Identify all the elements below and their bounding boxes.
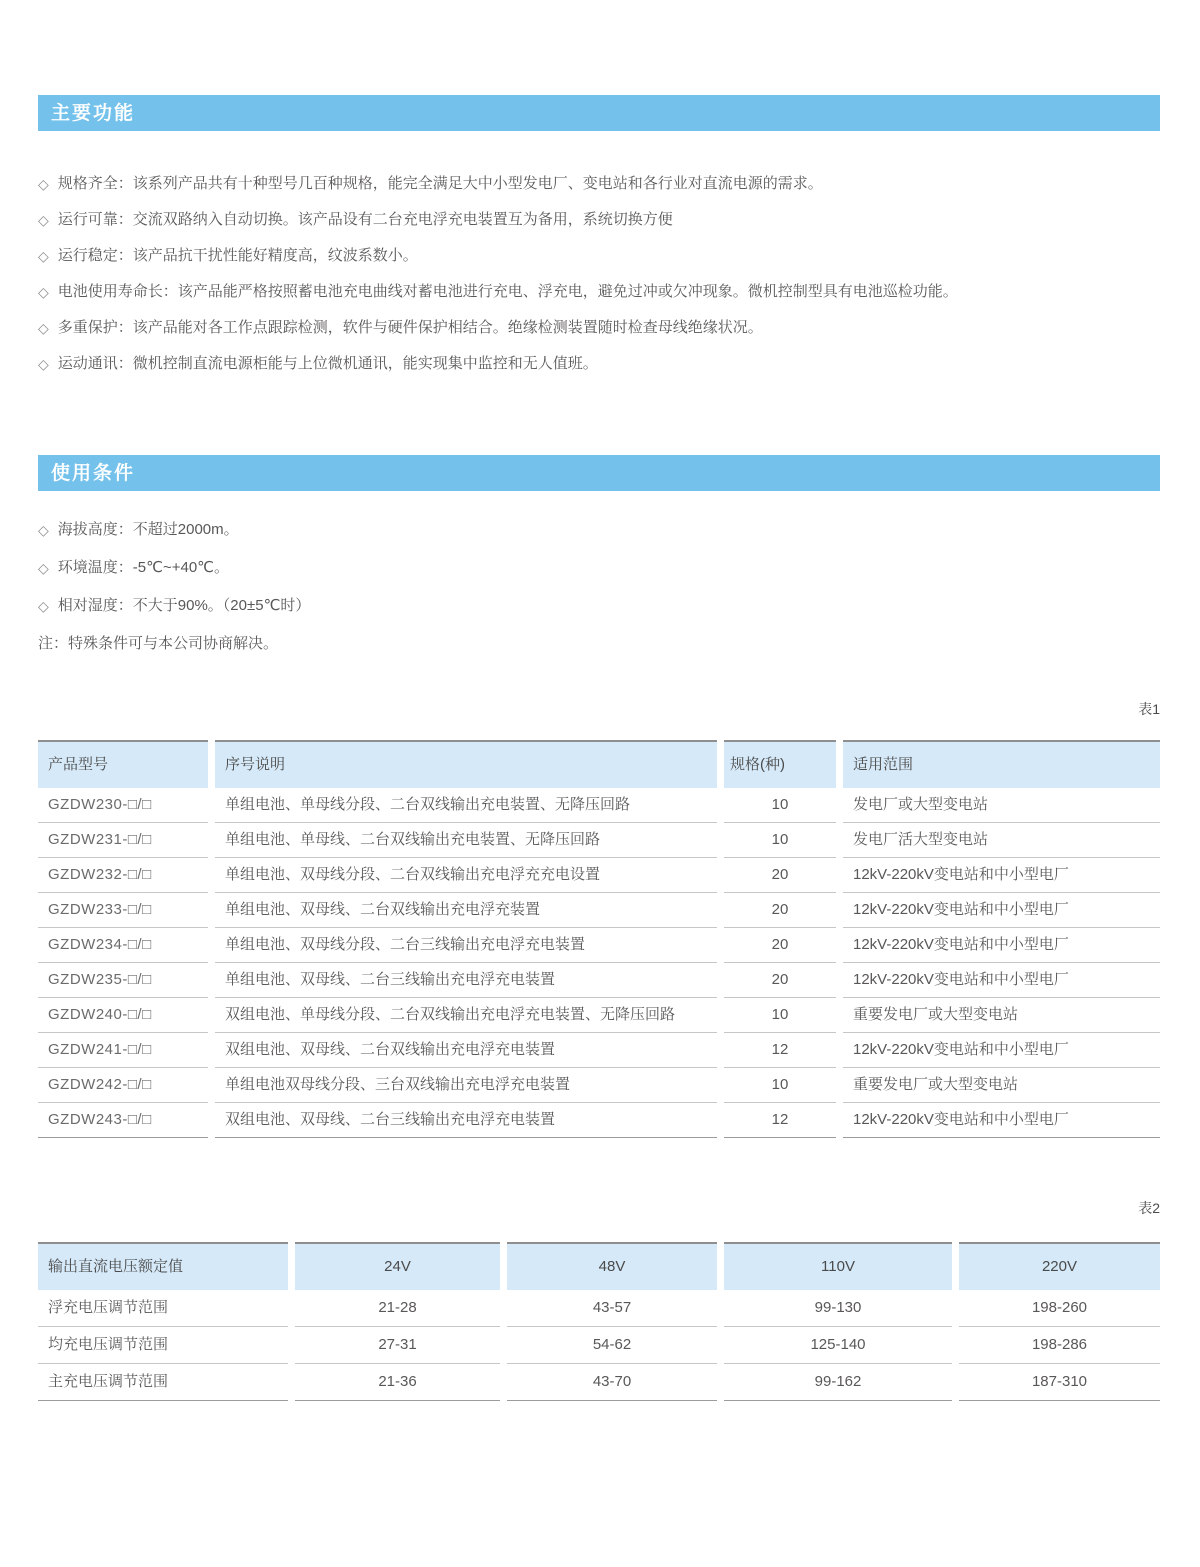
model-cell: GZDW235-□/□ xyxy=(38,963,208,998)
spec-cell: 10 xyxy=(724,998,836,1033)
range-value-cell: 99-130 xyxy=(724,1290,952,1327)
model-cell: GZDW240-□/□ xyxy=(38,998,208,1033)
table-row xyxy=(38,1364,1160,1401)
model-cell: GZDW243-□/□ xyxy=(38,1103,208,1138)
feature-item xyxy=(38,353,1162,375)
section-title: 主要功能 xyxy=(51,103,136,124)
range-value-cell: 21-36 xyxy=(295,1364,500,1401)
feature-text: 多重保护：该产品能对各工作点跟踪检测，软件与硬件保护相结合。绝缘检测装置随时检查母线绝缘状况。 xyxy=(57,319,763,336)
diamond-bullet-icon: ◇ xyxy=(38,320,49,336)
table-row xyxy=(38,1327,1160,1364)
condition-item xyxy=(38,595,1162,617)
table-row xyxy=(38,788,1160,823)
usage-conditions-list xyxy=(38,519,1162,655)
range-label-cell: 浮充电压调节范围 xyxy=(38,1290,288,1327)
table-row xyxy=(38,893,1160,928)
range-label-cell: 主充电压调节范围 xyxy=(38,1364,288,1401)
spec-cell: 12 xyxy=(724,1103,836,1138)
condition-item xyxy=(38,519,1162,541)
description-cell: 单组电池、单母线分段、二台双线输出充电装置、无降压回路 xyxy=(215,788,717,823)
table-row xyxy=(38,1103,1160,1138)
feature-item xyxy=(38,209,1162,231)
feature-item xyxy=(38,245,1162,267)
range-value-cell: 125-140 xyxy=(724,1327,952,1364)
table-row xyxy=(38,1068,1160,1103)
diamond-bullet-icon: ◇ xyxy=(38,248,49,264)
table-row xyxy=(38,963,1160,998)
model-cell: GZDW233-□/□ xyxy=(38,893,208,928)
model-cell: GZDW232-□/□ xyxy=(38,858,208,893)
application-cell: 重要发电厂或大型变电站 xyxy=(843,998,1160,1033)
table2-tag: 表2 xyxy=(1138,1200,1160,1216)
column-header-220v: 220V xyxy=(959,1242,1160,1290)
conditions-note: 注：特殊条件可与本公司协商解决。 xyxy=(38,635,279,652)
section-header-main-functions xyxy=(38,95,1160,131)
column-header-description: 序号说明 xyxy=(215,740,717,788)
application-cell: 发电厂或大型变电站 xyxy=(843,788,1160,823)
condition-text: 海拔高度：不超过2000m。 xyxy=(57,521,239,538)
condition-text: 环境温度：-5℃~+40℃。 xyxy=(57,559,230,576)
table-row xyxy=(38,998,1160,1033)
feature-text: 运行可靠：交流双路纳入自动切换。该产品设有二台充电浮充电装置互为备用，系统切换方便 xyxy=(57,211,673,228)
application-cell: 12kV-220kV变电站和中小型电厂 xyxy=(843,928,1160,963)
main-functions-list xyxy=(38,173,1162,375)
feature-item xyxy=(38,281,1162,303)
feature-item xyxy=(38,173,1162,195)
column-header-application: 适用范围 xyxy=(843,740,1160,788)
diamond-bullet-icon: ◇ xyxy=(38,560,49,576)
range-value-cell: 21-28 xyxy=(295,1290,500,1327)
spec-cell: 20 xyxy=(724,893,836,928)
application-cell: 12kV-220kV变电站和中小型电厂 xyxy=(843,893,1160,928)
voltage-ranges-table xyxy=(31,1242,1167,1401)
range-value-cell: 54-62 xyxy=(507,1327,717,1364)
diamond-bullet-icon: ◇ xyxy=(38,212,49,228)
range-value-cell: 99-162 xyxy=(724,1364,952,1401)
description-cell: 单组电池双母线分段、三台双线输出充电浮充电装置 xyxy=(215,1068,717,1103)
model-cell: GZDW234-□/□ xyxy=(38,928,208,963)
range-value-cell: 43-70 xyxy=(507,1364,717,1401)
model-cell: GZDW241-□/□ xyxy=(38,1033,208,1068)
feature-text: 规格齐全：该系列产品共有十种型号几百种规格，能完全满足大中小型发电厂、变电站和各行业对直流电源的需求。 xyxy=(57,175,823,192)
spec-cell: 20 xyxy=(724,928,836,963)
description-cell: 双组电池、双母线、二台三线输出充电浮充电装置 xyxy=(215,1103,717,1138)
spec-cell: 10 xyxy=(724,1068,836,1103)
column-header-48v: 48V xyxy=(507,1242,717,1290)
range-label-cell: 均充电压调节范围 xyxy=(38,1327,288,1364)
condition-text: 相对湿度：不大于90%。（20±5℃时） xyxy=(57,597,311,614)
column-header-spec-count: 规格(种) xyxy=(724,740,836,788)
spec-cell: 10 xyxy=(724,823,836,858)
column-header-product-model: 产品型号 xyxy=(38,740,208,788)
feature-text: 运行稳定：该产品抗干扰性能好精度高，纹波系数小。 xyxy=(57,247,418,264)
column-header-rated-voltage: 输出直流电压额定值 xyxy=(38,1242,288,1290)
model-cell: GZDW230-□/□ xyxy=(38,788,208,823)
diamond-bullet-icon: ◇ xyxy=(38,284,49,300)
product-models-table xyxy=(31,740,1167,1138)
feature-item xyxy=(38,317,1162,339)
model-cell: GZDW231-□/□ xyxy=(38,823,208,858)
application-cell: 12kV-220kV变电站和中小型电厂 xyxy=(843,1103,1160,1138)
model-cell: GZDW242-□/□ xyxy=(38,1068,208,1103)
spec-cell: 20 xyxy=(724,858,836,893)
table-header-row xyxy=(38,1242,1160,1290)
description-cell: 单组电池、单母线、二台双线输出充电装置、无降压回路 xyxy=(215,823,717,858)
column-header-24v: 24V xyxy=(295,1242,500,1290)
diamond-bullet-icon: ◇ xyxy=(38,522,49,538)
table-row xyxy=(38,1033,1160,1068)
application-cell: 重要发电厂或大型变电站 xyxy=(843,1068,1160,1103)
table-row xyxy=(38,928,1160,963)
table-row xyxy=(38,858,1160,893)
section-header-usage-conditions xyxy=(38,455,1160,491)
column-header-110v: 110V xyxy=(724,1242,952,1290)
table1-tag: 表1 xyxy=(1138,701,1160,717)
table-row xyxy=(38,823,1160,858)
spec-cell: 20 xyxy=(724,963,836,998)
application-cell: 12kV-220kV变电站和中小型电厂 xyxy=(843,1033,1160,1068)
range-value-cell: 198-260 xyxy=(959,1290,1160,1327)
spec-cell: 12 xyxy=(724,1033,836,1068)
description-cell: 单组电池、双母线分段、二台双线输出充电浮充充电设置 xyxy=(215,858,717,893)
application-cell: 12kV-220kV变电站和中小型电厂 xyxy=(843,858,1160,893)
spec-cell: 10 xyxy=(724,788,836,823)
diamond-bullet-icon: ◇ xyxy=(38,356,49,372)
diamond-bullet-icon: ◇ xyxy=(38,176,49,192)
table-row xyxy=(38,1290,1160,1327)
description-cell: 双组电池、单母线分段、二台双线输出充电浮充电装置、无降压回路 xyxy=(215,998,717,1033)
description-cell: 双组电池、双母线、二台双线输出充电浮充电装置 xyxy=(215,1033,717,1068)
condition-item xyxy=(38,557,1162,579)
table-header-row xyxy=(38,740,1160,788)
application-cell: 12kV-220kV变电站和中小型电厂 xyxy=(843,963,1160,998)
application-cell: 发电厂活大型变电站 xyxy=(843,823,1160,858)
description-cell: 单组电池、双母线分段、二台三线输出充电浮充电装置 xyxy=(215,928,717,963)
description-cell: 单组电池、双母线、二台双线输出充电浮充装置 xyxy=(215,893,717,928)
section-title: 使用条件 xyxy=(51,463,136,484)
range-value-cell: 198-286 xyxy=(959,1327,1160,1364)
description-cell: 单组电池、双母线、二台三线输出充电浮充电装置 xyxy=(215,963,717,998)
range-value-cell: 27-31 xyxy=(295,1327,500,1364)
feature-text: 电池使用寿命长：该产品能严格按照蓄电池充电曲线对蓄电池进行充电、浮充电，避免过冲或欠冲现象。微机控制型具有电池巡检功能。 xyxy=(57,283,958,300)
diamond-bullet-icon: ◇ xyxy=(38,598,49,614)
range-value-cell: 187-310 xyxy=(959,1364,1160,1401)
range-value-cell: 43-57 xyxy=(507,1290,717,1327)
feature-text: 运动通讯：微机控制直流电源柜能与上位微机通讯，能实现集中监控和无人值班。 xyxy=(57,355,598,372)
